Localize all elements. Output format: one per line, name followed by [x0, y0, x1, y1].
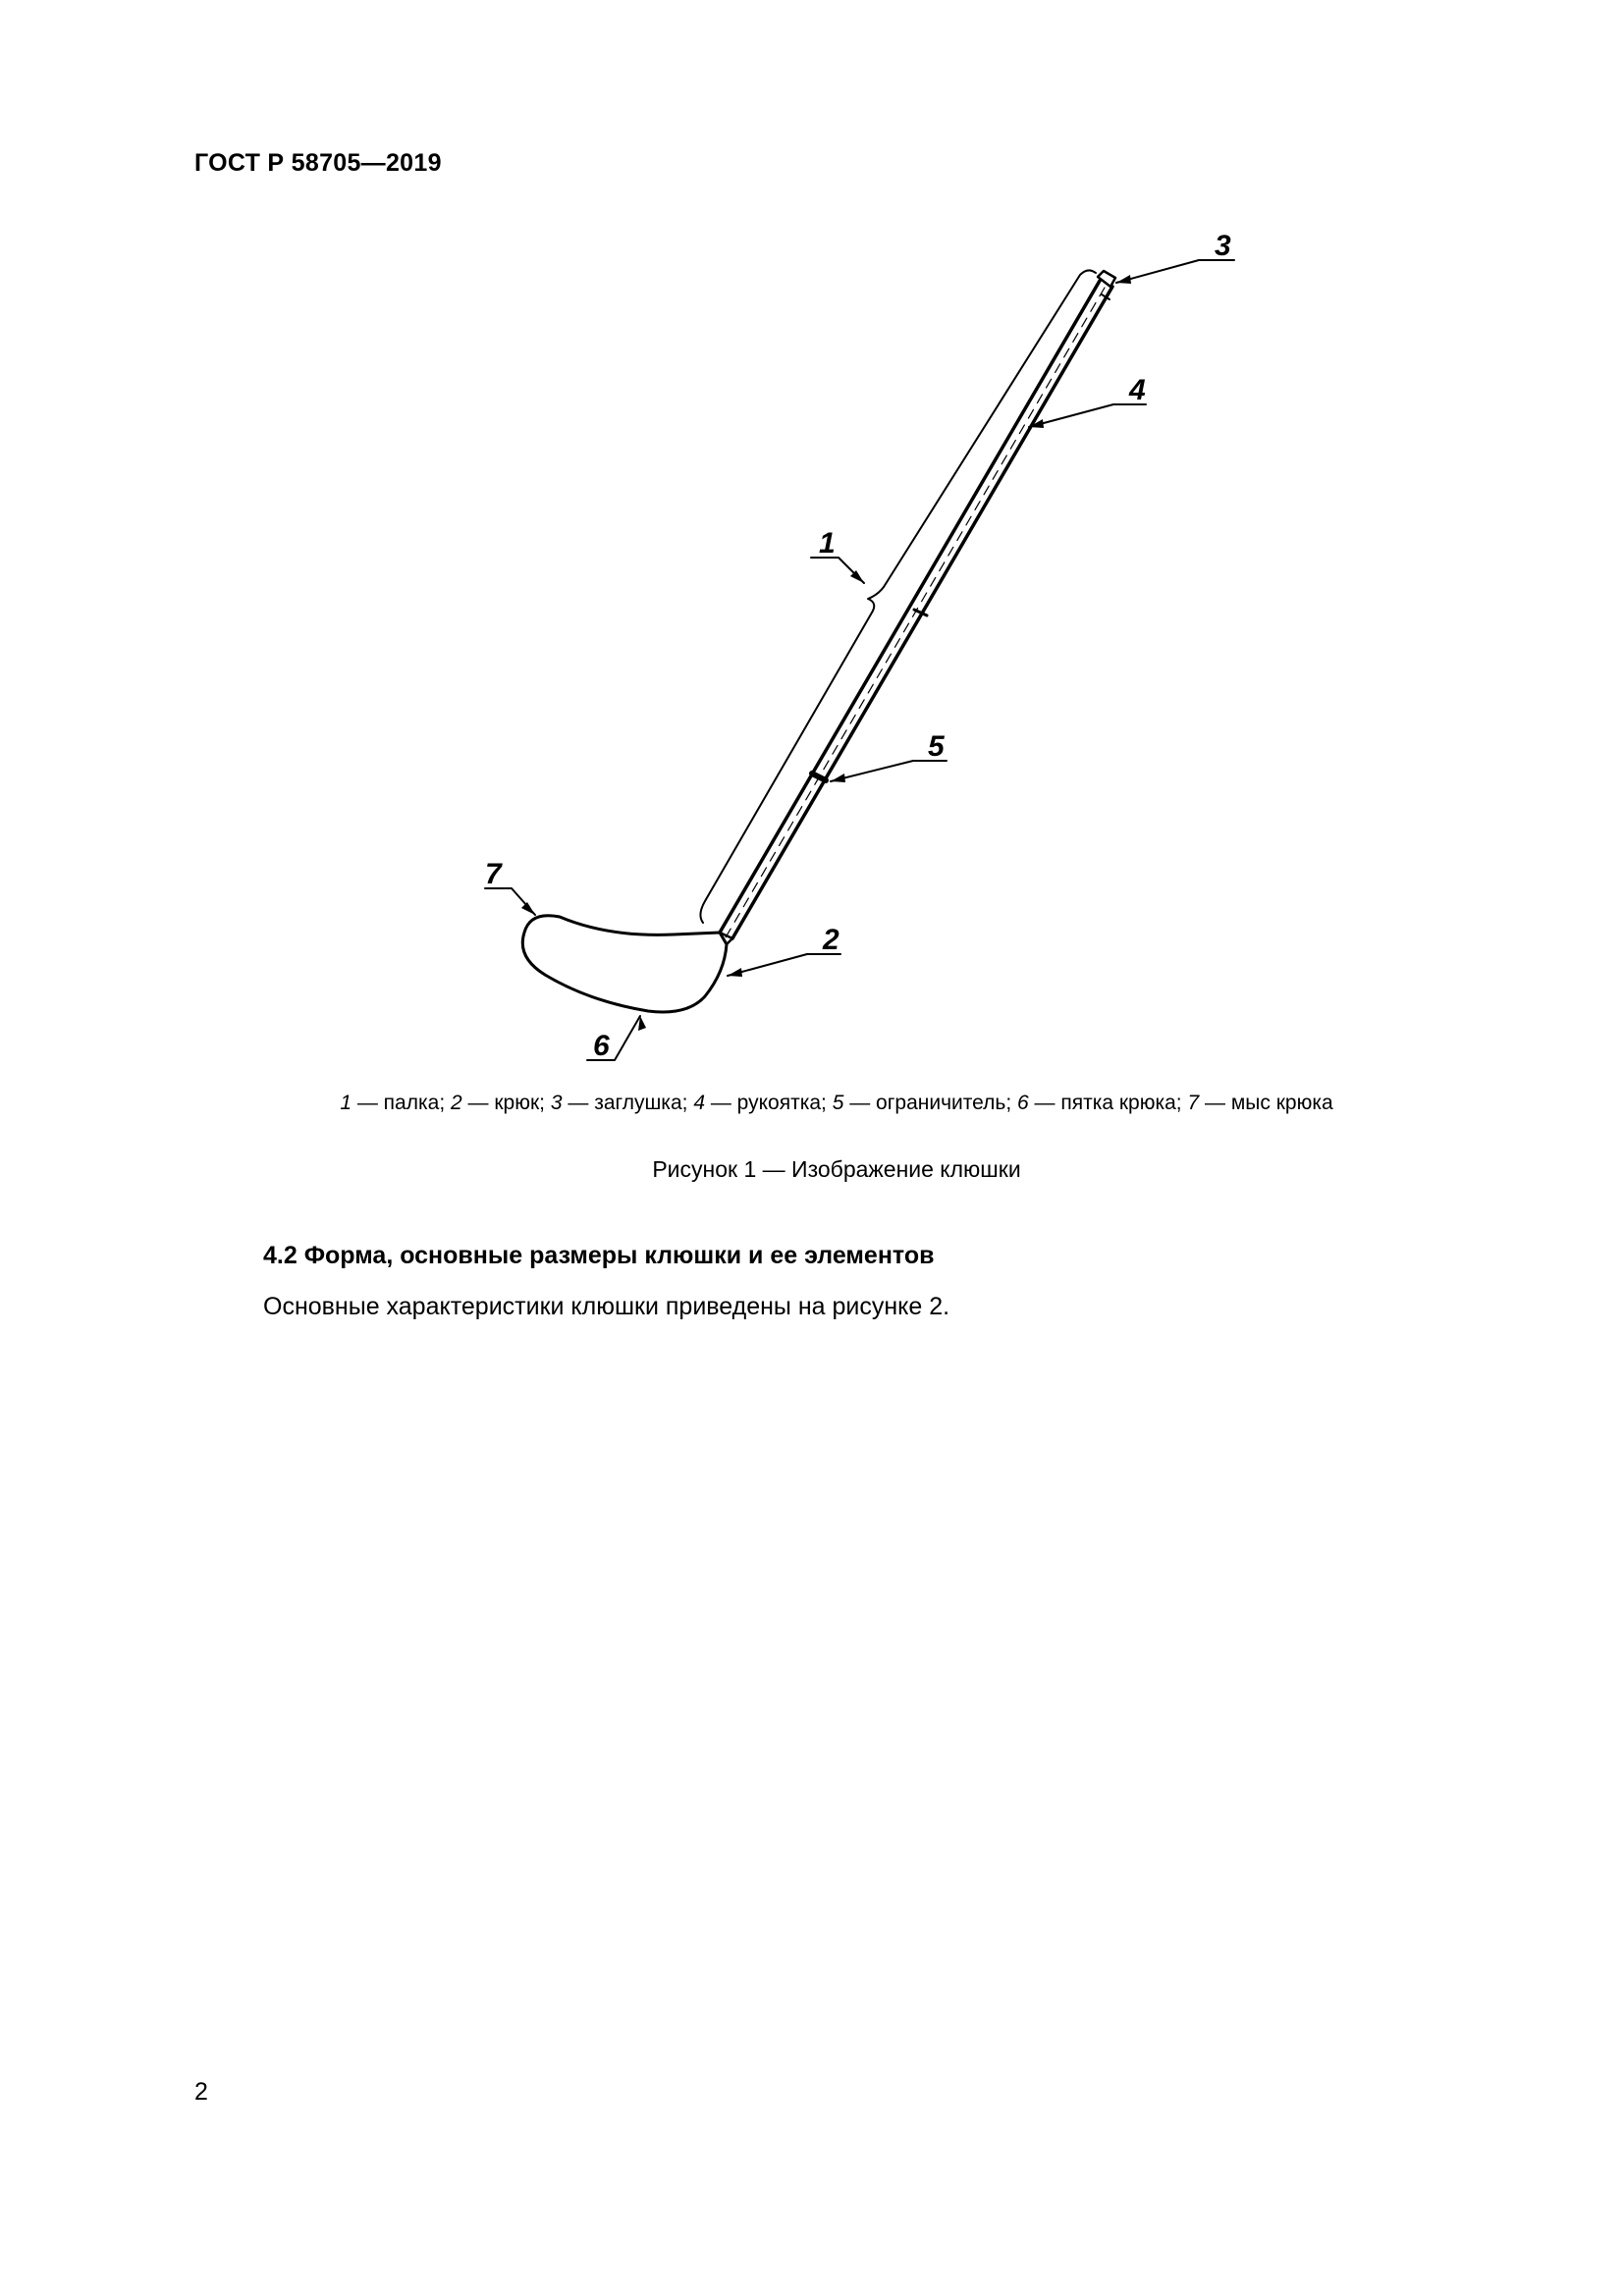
legend-text-3: — заглушка; [562, 1092, 694, 1114]
document-header: ГОСТ Р 58705—2019 [194, 149, 442, 177]
legend-num-7: 7 [1187, 1092, 1200, 1114]
section-heading: 4.2 Форма, основные размеры клюшки и ее элементов [263, 1242, 935, 1269]
shaft-outline [720, 281, 1100, 933]
callout-5: 5 [928, 730, 945, 763]
end-cap [1098, 271, 1115, 287]
stick-figure [0, 0, 1624, 1080]
legend-num-2: 2 [451, 1092, 462, 1114]
callout-2: 2 [823, 924, 839, 956]
legend-num-3: 3 [550, 1092, 563, 1114]
legend-text-4: — рукоятка; [705, 1092, 833, 1114]
legend-num-5: 5 [832, 1092, 844, 1114]
legend-num-1: 1 [340, 1092, 352, 1114]
figure-caption: Рисунок 1 — Изображение клюшки [652, 1156, 1021, 1182]
legend-text-5: — ограничитель; [843, 1092, 1017, 1114]
stick-length-bracket [700, 270, 1096, 923]
legend-num-4: 4 [693, 1092, 705, 1114]
callout-6: 6 [593, 1030, 610, 1062]
callout-3: 3 [1215, 230, 1231, 262]
callout-1: 1 [819, 527, 836, 560]
legend-num-6: 6 [1016, 1092, 1029, 1114]
legend-text-2: — крюк; [461, 1092, 551, 1114]
blade-outline [522, 916, 727, 1012]
callout-4: 4 [1129, 374, 1146, 406]
legend-text-6: — пятка крюка; [1028, 1092, 1188, 1114]
callout-7: 7 [485, 858, 502, 890]
stick-drawing [0, 0, 1624, 1080]
section-paragraph: Основные характеристики клюшки приведены на рисунке 2. [263, 1293, 950, 1320]
page-number: 2 [194, 2078, 208, 2106]
limiter [812, 774, 826, 780]
legend-text-7: — мыс крюка [1199, 1092, 1333, 1114]
figure-legend [0, 1092, 1624, 1115]
legend-text-1: — палка; [352, 1092, 451, 1114]
